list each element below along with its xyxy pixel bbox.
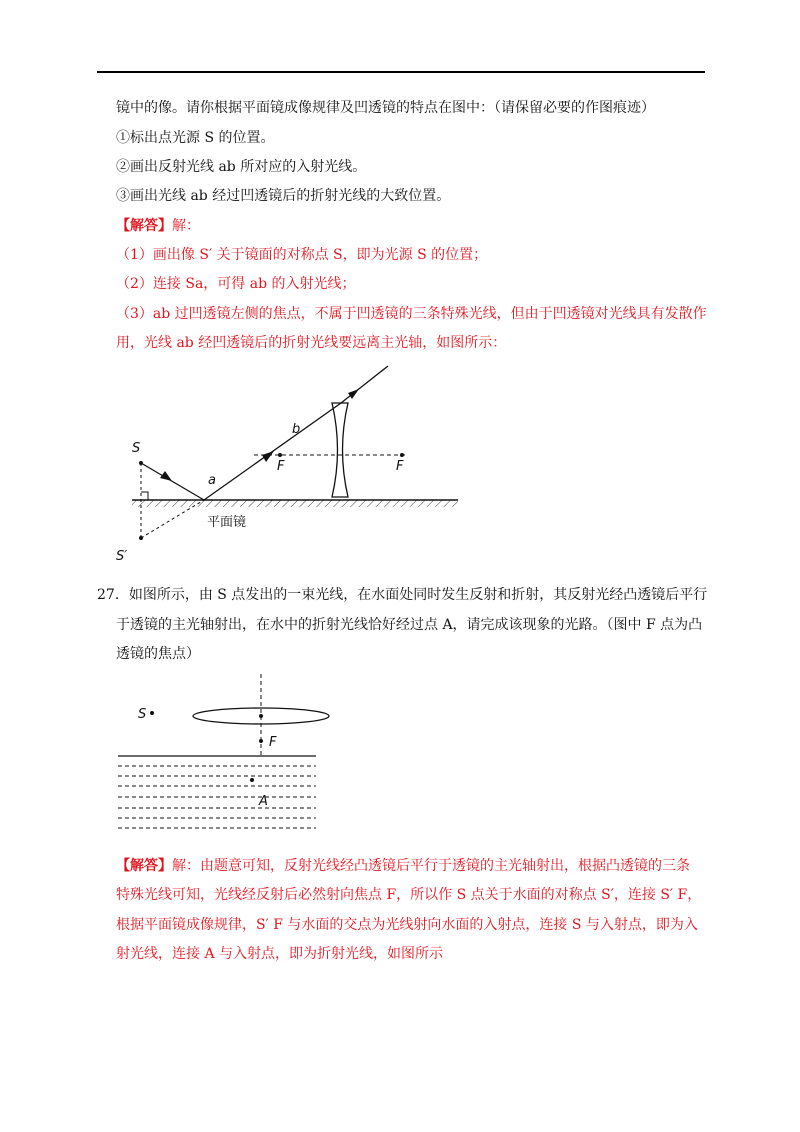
label-F: F (269, 735, 277, 750)
label-b: b (292, 422, 301, 437)
q27-line3: 透镜的焦点） (116, 646, 200, 662)
q26-line1: 镜中的像。请你根据平面镜成像规律及凹透镜的特点在图中：（请保留必要的作图痕迹） (116, 100, 655, 116)
water-lines (118, 766, 316, 828)
label-S: S (138, 707, 147, 722)
label-mirror: 平面镜 (207, 515, 247, 530)
answer-tag: 【解答】 (116, 218, 172, 234)
q27-line2: 于透镜的主光轴射出，在水中的折射光线恰好经过点 A，请完成该现象的光路。（图中 F 点为凸 (116, 617, 703, 633)
q26-item1: ①标出点光源 S 的位置。 (116, 130, 275, 146)
q26-answer-2: （2）连接 Sa，可得 ab 的入射光线； (116, 276, 356, 292)
q27-line1: 27．如图所示，由 S 点发出的一束光线，在水面处同时发生反射和折射，其反射光经凸透镜后平行 (97, 587, 708, 603)
point-A-dot (250, 778, 254, 782)
q26-answer-3a: （3）ab 过凹透镜左侧的焦点，不属于凹透镜的三条特殊光线，但由于凹透镜对光线具有发散作 (116, 306, 707, 322)
answer-text: 解：由题意可知，反射光线经凸透镜后平行于透镜的主光轴射出，根据凸透镜的三条 (172, 858, 690, 874)
label-S-prime: S′ (116, 549, 128, 564)
answer-tag: 【解答】 (116, 858, 172, 874)
q27-answer-2: 特殊光线可知，光线经反射后必然射向焦点 F，所以作 S 点关于水面的对称点 S′，连接 S′ F， (116, 887, 702, 903)
label-A: A (259, 794, 268, 809)
q27-answer-1 (116, 856, 690, 876)
q26-answer-1: （1）画出像 S′ 关于镜面的对称点 S，即为光源 S 的位置； (116, 247, 488, 263)
q27-answer-4: 射光线，连接 A 与入射点，即为折射光线，如图所示 (116, 946, 444, 962)
q27-answer-3: 根据平面镜成像规律，S′ F 与水面的交点为光线射向水面的入射点，连接 S 与入射点，即为入 (116, 917, 698, 933)
q26-answer-3b: 用，光线 ab 经凹透镜后的折射光线要远离主光轴，如图所示： (116, 335, 507, 351)
label-F-right: F (396, 459, 404, 474)
point-S-dot (150, 711, 154, 715)
q26-item3: ③画出光线 ab 经过凹透镜后的折射光线的大致位置。 (116, 188, 451, 204)
answer-lead: 解： (172, 218, 200, 234)
focus-dot (259, 739, 263, 743)
label-a: a (208, 473, 216, 488)
lens-center-dot (259, 714, 263, 718)
label-F-left: F (277, 459, 285, 474)
label-S: S (132, 441, 141, 456)
q26-item2: ②画出反射光线 ab 所对应的入射光线。 (116, 159, 367, 175)
